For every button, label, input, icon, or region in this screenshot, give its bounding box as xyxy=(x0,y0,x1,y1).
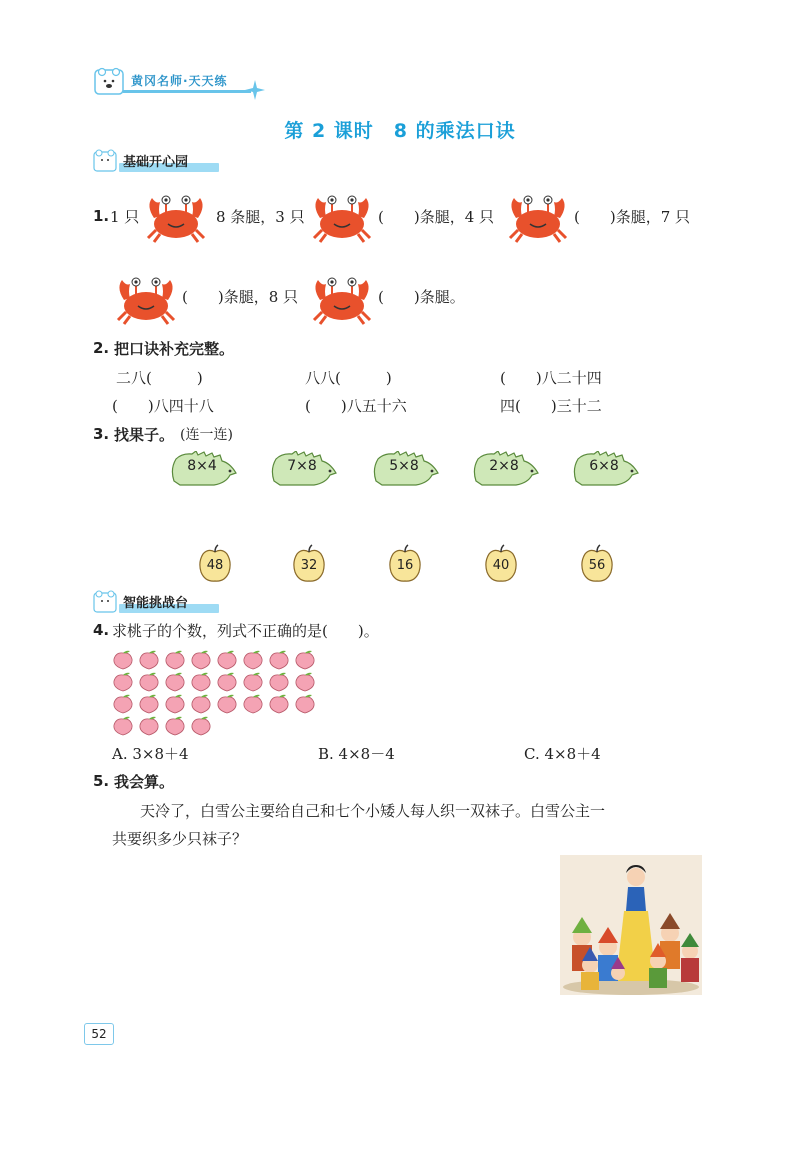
section-banner-basic xyxy=(93,148,233,172)
q5-text-line1: 天冷了，白雪公主要给自己和七个小矮人每人织一双袜子。白雪公主一 xyxy=(140,802,606,820)
peach-icon xyxy=(138,694,160,714)
peach-icon xyxy=(164,694,186,714)
peach-icon xyxy=(216,672,238,692)
q2-item: ( )八五十六 xyxy=(305,397,407,415)
peach-icon xyxy=(112,650,134,670)
section-banner-challenge xyxy=(93,589,233,613)
sparkle-icon xyxy=(245,80,265,100)
peach-icon xyxy=(138,716,160,736)
question-number: 5. xyxy=(93,772,110,790)
apple-value: 40 xyxy=(492,558,510,573)
bear-icon xyxy=(93,148,119,172)
q1-text-3: ( )条腿，4 只 xyxy=(378,208,495,226)
peach-icon xyxy=(242,694,264,714)
hedgehog-card[interactable] xyxy=(170,451,240,487)
hedgehog-expression: 8×4 xyxy=(187,458,217,474)
peach-row xyxy=(112,716,332,738)
q1-text-4: ( )条腿，7 只 xyxy=(574,208,691,226)
q1-text-5: ( )条腿，8 只 xyxy=(182,288,299,306)
question-number: 3. xyxy=(93,425,110,443)
peach-icon xyxy=(164,716,186,736)
peach-icon xyxy=(216,650,238,670)
question-number: 2. xyxy=(93,339,110,357)
peach-icon xyxy=(268,650,290,670)
brand-text: 黄冈名师·天天练 xyxy=(131,74,228,88)
peach-icon xyxy=(112,672,134,692)
option-a[interactable]: A. 3×8＋4 xyxy=(112,745,189,763)
q2-item: 四( )三十二 xyxy=(500,397,602,415)
peach-icon xyxy=(268,672,290,692)
apple-value: 48 xyxy=(206,558,224,573)
section-title: 智能挑战台 xyxy=(123,596,189,611)
peach-row xyxy=(112,694,332,716)
hedgehog-card[interactable] xyxy=(472,451,542,487)
crab-icon xyxy=(508,192,568,244)
apple-value: 56 xyxy=(588,558,606,573)
apple-card[interactable] xyxy=(484,544,520,584)
peach-icon xyxy=(164,650,186,670)
option-b[interactable]: B. 4×8－4 xyxy=(318,745,395,763)
peach-icon xyxy=(138,672,160,692)
crab-icon xyxy=(146,192,206,244)
apple-card[interactable] xyxy=(580,544,616,584)
peach-icon xyxy=(242,650,264,670)
apple-card[interactable] xyxy=(388,544,424,584)
peach-icon xyxy=(112,716,134,736)
q2-item: ( )八四十八 xyxy=(112,397,214,415)
brand-underline xyxy=(123,90,251,93)
peach-icon xyxy=(294,650,316,670)
q2-item: 八八( ) xyxy=(305,369,392,387)
q3-prompt: 找果子。 xyxy=(114,426,175,444)
peach-icon xyxy=(190,716,212,736)
q2-item: ( )八二十四 xyxy=(500,369,602,387)
apple-card[interactable] xyxy=(198,544,234,584)
crab-icon xyxy=(312,192,372,244)
hedgehog-expression: 2×8 xyxy=(489,458,519,474)
hedgehog-card[interactable] xyxy=(372,451,442,487)
peach-row xyxy=(112,672,332,694)
peach-icon xyxy=(216,694,238,714)
peach-icon xyxy=(138,650,160,670)
q1-text-2: 8 条腿，3 只 xyxy=(216,208,305,226)
peach-icon xyxy=(268,694,290,714)
peach-icon xyxy=(190,650,212,670)
hedgehog-expression: 6×8 xyxy=(589,458,619,474)
crab-icon xyxy=(116,274,176,326)
q2-prompt: 把口诀补充完整。 xyxy=(114,340,235,358)
apple-value: 32 xyxy=(300,558,318,573)
page-title: 第 2 课时 8 的乘法口诀 xyxy=(284,120,516,142)
q2-item: 二八( ) xyxy=(116,369,203,387)
q5-prompt: 我会算。 xyxy=(114,773,175,791)
peach-row xyxy=(112,650,332,672)
section-title: 基础开心园 xyxy=(123,155,189,170)
question-number: 1. xyxy=(93,207,110,225)
apple-card[interactable] xyxy=(292,544,328,584)
peach-icon xyxy=(190,694,212,714)
peach-icon xyxy=(294,694,316,714)
hedgehog-expression: 5×8 xyxy=(389,458,419,474)
q1-text-1: 1 只 xyxy=(110,208,140,226)
hedgehog-card[interactable] xyxy=(572,451,642,487)
hedgehog-expression: 7×8 xyxy=(287,458,317,474)
peach-grid xyxy=(112,650,332,740)
hedgehog-card[interactable] xyxy=(270,451,340,487)
page-number: 52 xyxy=(84,1023,114,1045)
peach-icon xyxy=(164,672,186,692)
peach-icon xyxy=(112,694,134,714)
q5-text-line2: 共要织多少只袜子？ xyxy=(112,830,248,848)
peach-icon xyxy=(242,672,264,692)
peach-icon xyxy=(190,672,212,692)
q4-prompt: 求桃子的个数，列式不正确的是( )。 xyxy=(112,622,379,640)
snow-white-dwarfs-illustration xyxy=(560,855,702,995)
bear-icon xyxy=(93,66,127,96)
apple-value: 16 xyxy=(396,558,414,573)
q3-hint: (连一连) xyxy=(180,427,233,443)
crab-icon xyxy=(312,274,372,326)
question-number: 4. xyxy=(93,621,110,639)
peach-icon xyxy=(294,672,316,692)
bear-icon xyxy=(93,589,119,613)
q1-text-6: ( )条腿。 xyxy=(378,288,465,306)
option-c[interactable]: C. 4×8＋4 xyxy=(524,745,601,763)
brand-header xyxy=(93,66,263,96)
